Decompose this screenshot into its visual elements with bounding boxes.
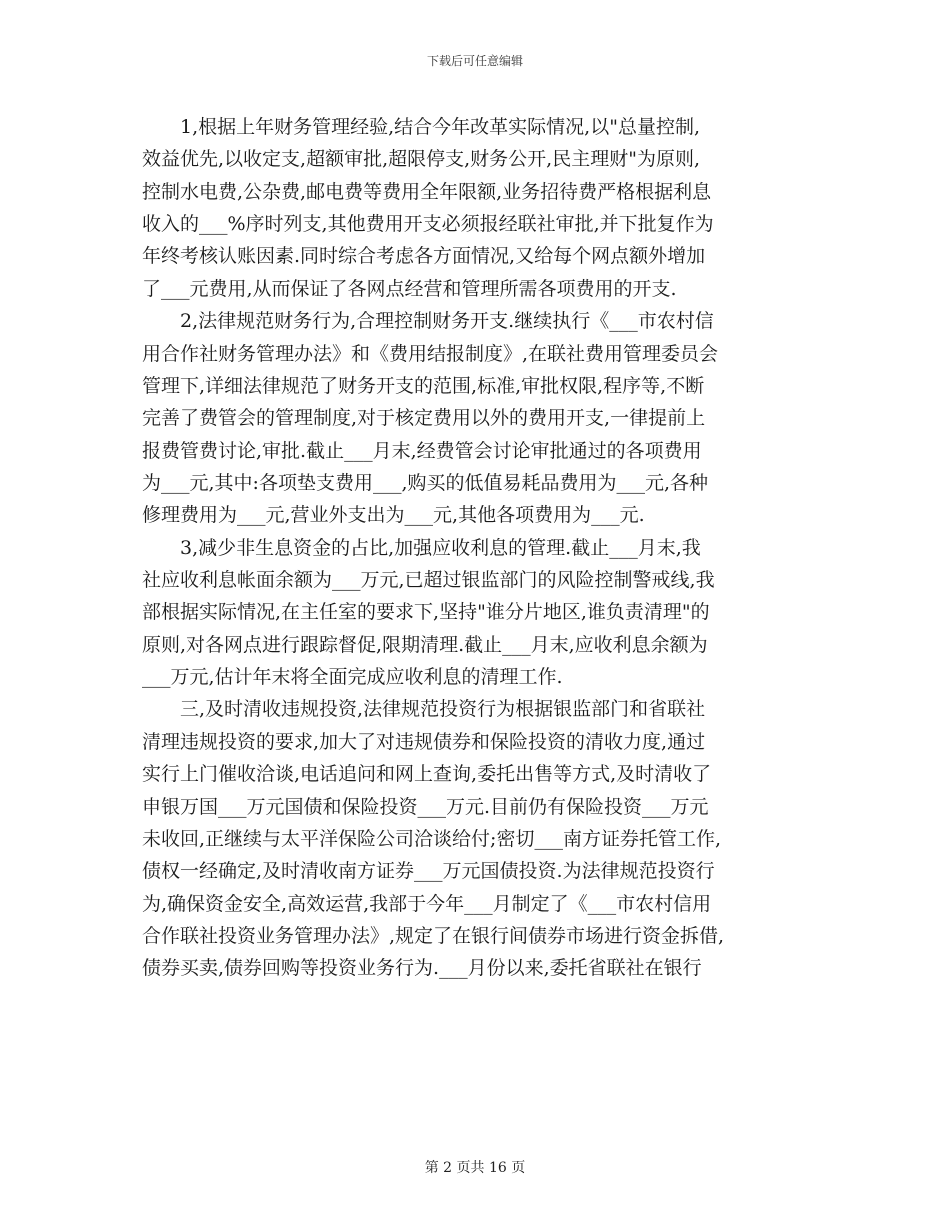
text-line: 部根据实际情况,在主任室的要求下,坚持"谁分片地区,谁负责清理"的 (142, 601, 710, 624)
page-footer: 第 2 页共 16 页 (424, 1160, 526, 1176)
text-line: 收入的___%序时列支,其他费用开支必须报经联社审批,并下批复作为 (142, 213, 714, 236)
page-header: 下载后可任意编辑 (426, 54, 523, 68)
text-line: 申银万国___万元国债和保险投资___万元.目前仍有保险投资___万元 (142, 795, 709, 818)
text-line: 报费管费讨论,审批.截止___月末,经费管会讨论审批通过的各项费用 (142, 439, 702, 462)
text-line: 效益优先,以收定支,超额审批,超限停支,财务公开,民主理财"为原则, (142, 148, 700, 171)
text-line: 为,确保资金安全,高效运营,我部于今年___月制定了《___市农村信用 (142, 892, 712, 915)
text-line: 1,根据上年财务管理经验,结合今年改革实际情况,以"总量控制, (180, 116, 700, 138)
text-line: 原则,对各网点进行跟踪督促,限期清理.截止___月末,应收利息余额为 (142, 633, 708, 656)
text-line: 合作联社投资业务管理办法》,规定了在银行间债券市场进行资金拆借, (142, 924, 725, 947)
text-line: 未收回,正继续与太平洋保险公司洽谈给付;密切___南方证券托管工作, (142, 827, 721, 850)
document-body (142, 111, 810, 985)
text-line: 3,减少非生息资金的占比,加强应收利息的管理.截止___月末,我 (180, 536, 701, 559)
text-line: 年终考核认账因素.同时综合考虑各方面情况,又给每个网点额外增加 (142, 245, 706, 268)
text-line: 三,及时清收违规投资,法律规范投资行为根据银监部门和省联社 (180, 698, 706, 721)
text-line: 用合作社财务管理办法》和《费用结报制度》,在联社费用管理委员会 (142, 342, 719, 365)
text-line: 债权一经确定,及时清收南方证券___万元国债投资.为法律规范投资行 (142, 860, 715, 883)
text-line: 了___元费用,从而保证了各网点经营和管理所需各项费用的开支. (142, 277, 677, 300)
text-line: 社应收利息帐面余额为___万元,已超过银监部门的风险控制警戒线,我 (142, 569, 715, 592)
text-line: 清理违规投资的要求,加大了对违规债券和保险投资的清收力度,通过 (142, 730, 706, 753)
text-line: 实行上门催收洽谈,电话追问和网上查询,委托出售等方式,及时清收了 (142, 763, 712, 786)
text-line: 控制水电费,公杂费,邮电费等费用全年限额,业务招待费严格根据利息 (142, 180, 712, 203)
text-line: 修理费用为___元,营业外支出为___元,其他各项费用为___元. (142, 504, 645, 527)
text-line: 为___元,其中:各项垫支费用___,购买的低值易耗品费用为___元,各种 (142, 471, 709, 494)
text-line: 管理下,详细法律规范了财务开支的范围,标准,审批权限,程序等,不断 (142, 374, 705, 397)
text-line: 债券买卖,债券回购等投资业务行为.___月份以来,委托省联社在银行 (142, 957, 702, 980)
text-line: 完善了费管会的管理制度,对于核定费用以外的费用开支,一律提前上 (142, 407, 706, 430)
text-line: ___万元,估计年末将全面完成应收利息的清理工作. (142, 666, 563, 689)
text-line: 2,法律规范财务行为,合理控制财务开支.继续执行《___市农村信 (180, 310, 714, 333)
